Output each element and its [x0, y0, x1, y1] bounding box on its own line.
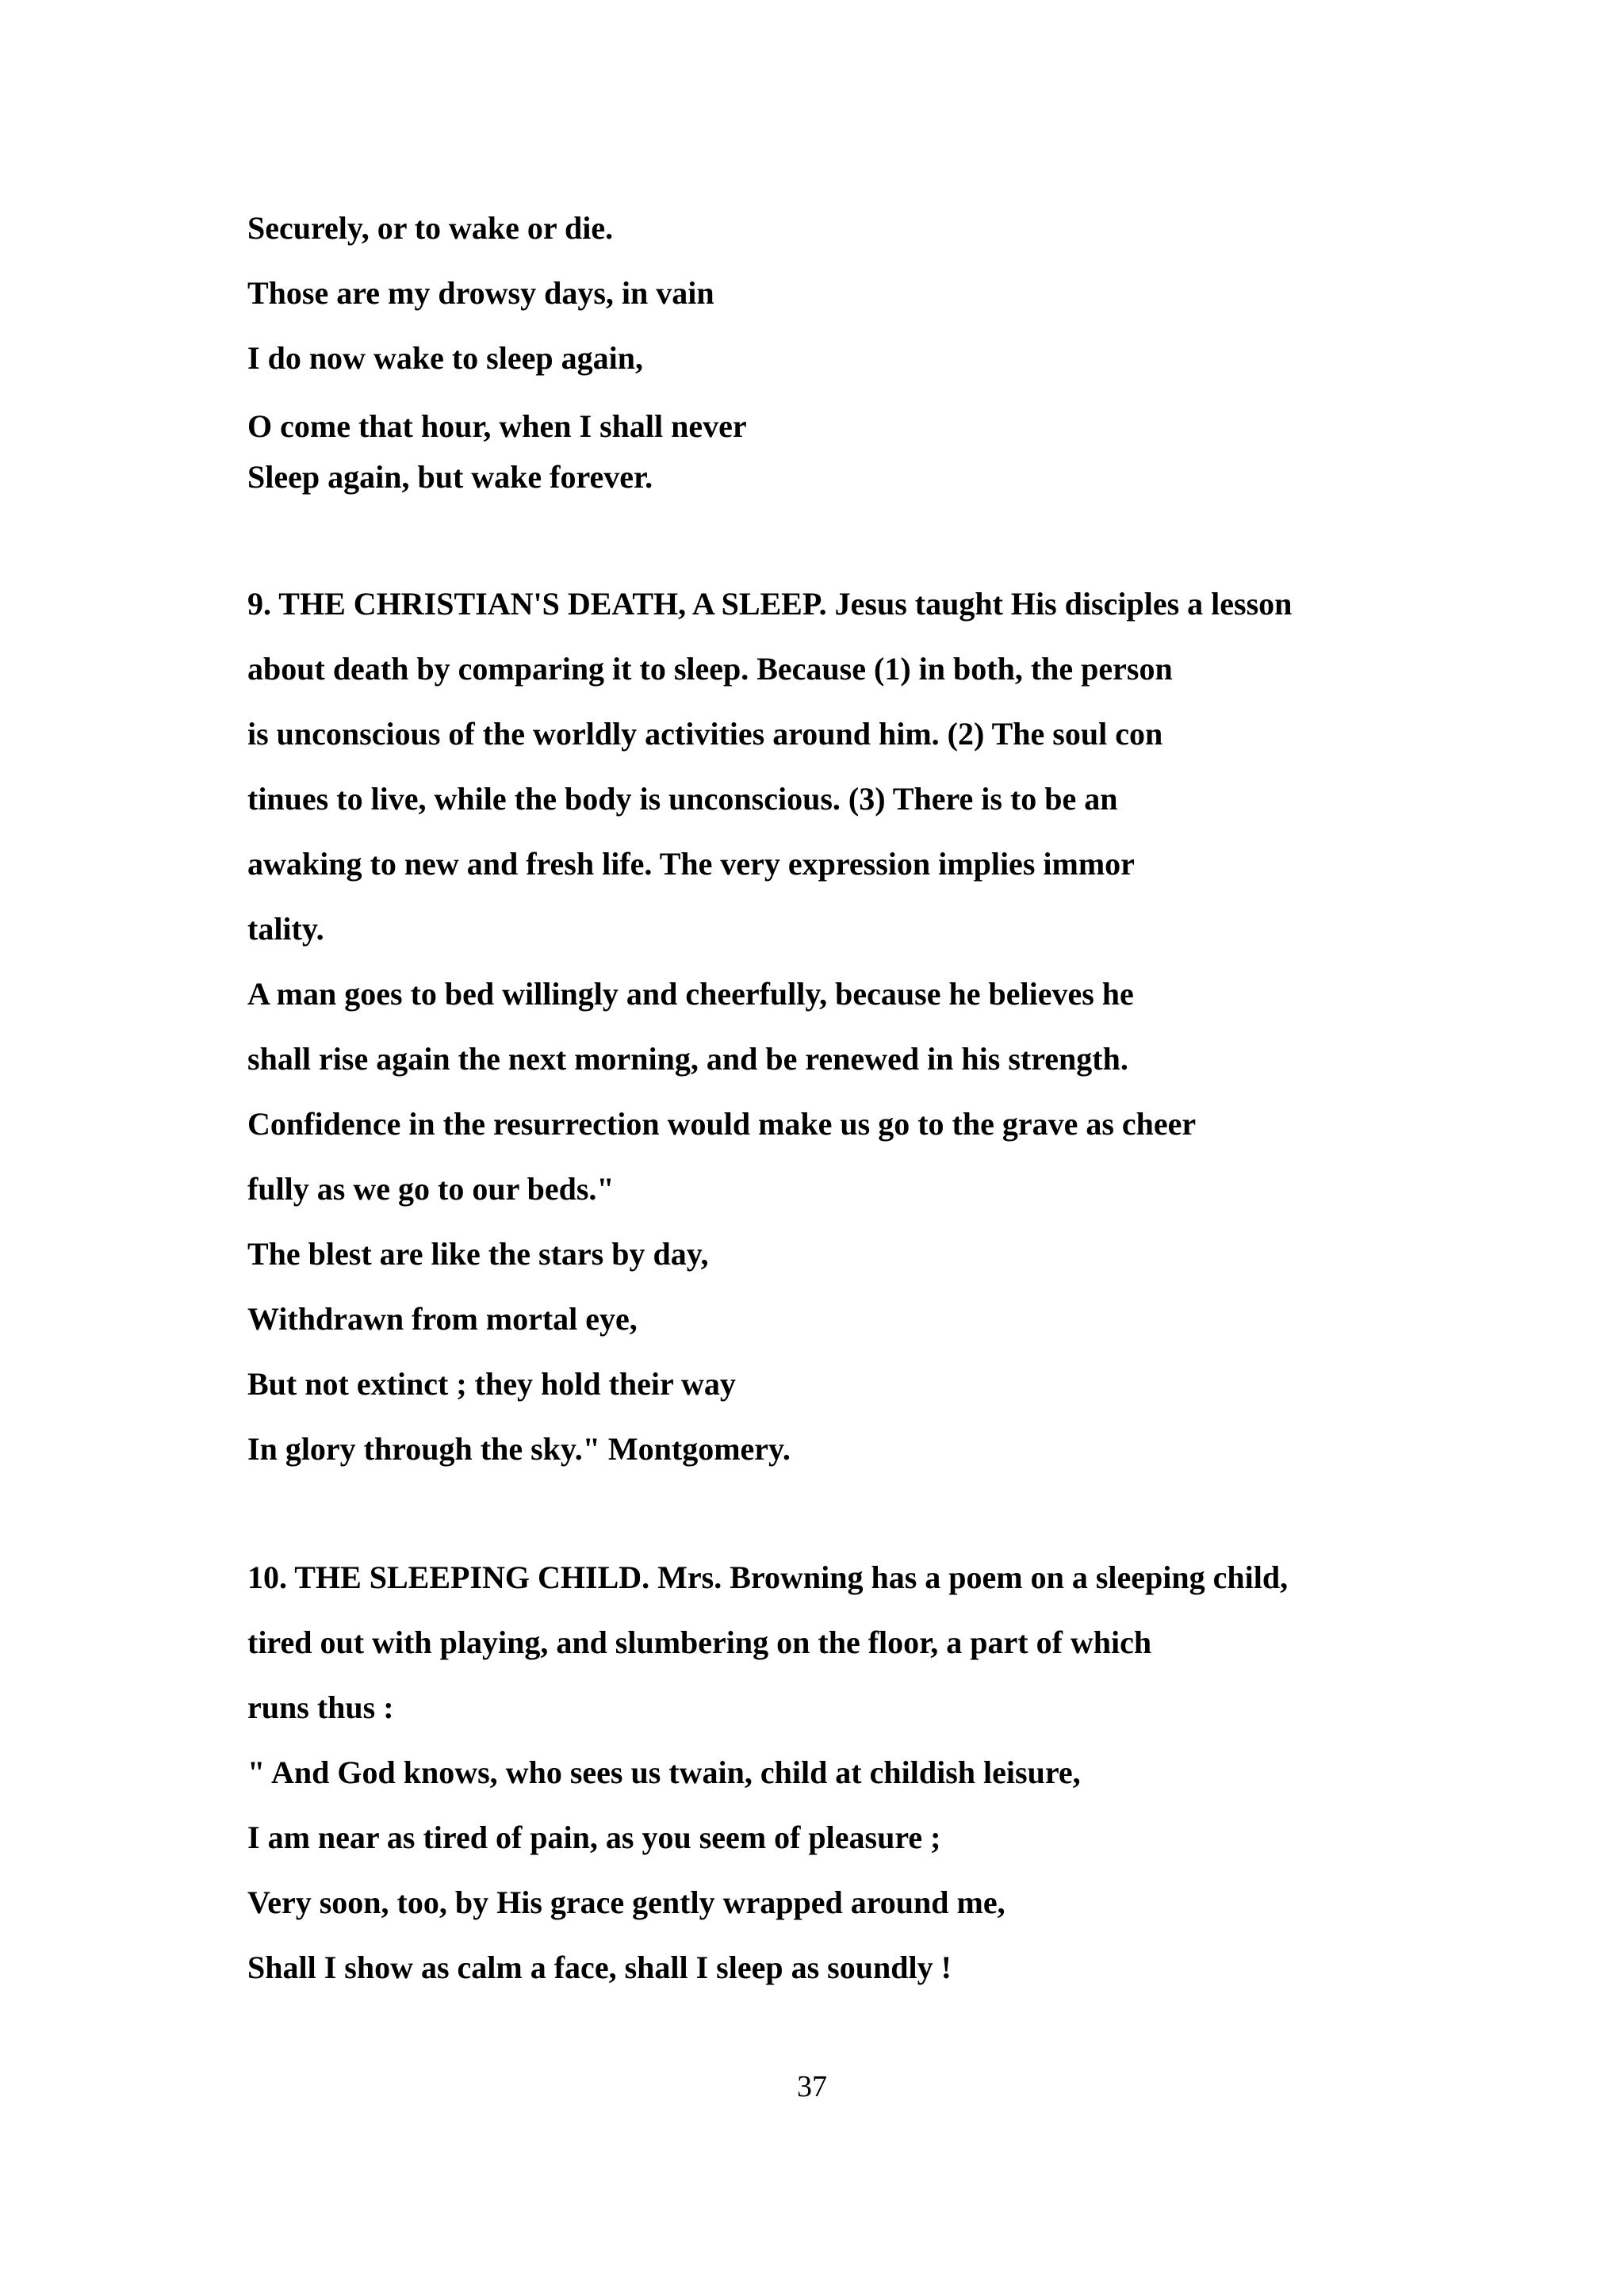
text-line: Shall I show as calm a face, shall I sleep as soundly ! — [247, 1950, 952, 1985]
text-line: " And God knows, who sees us twain, child at childish leisure, — [247, 1755, 1081, 1790]
text-line: In glory through the sky." Montgomery. — [247, 1431, 791, 1467]
text-line: A man goes to bed willingly and cheerfully, because he believes he — [247, 976, 1134, 1012]
text-line: Those are my drowsy days, in vain — [247, 275, 714, 311]
page-number: 37 — [797, 2070, 827, 2103]
text-line: is unconscious of the worldly activities around him. (2) The soul con — [247, 716, 1163, 752]
text-line: Confidence in the resurrection would make us go to the grave as cheer — [247, 1106, 1197, 1142]
text-line: I do now wake to sleep again, — [247, 340, 643, 376]
section-heading-line: 10. THE SLEEPING CHILD. Mrs. Browning has a poem on a sleeping child, — [247, 1559, 1289, 1595]
text-line: O come that hour, when I shall never — [247, 408, 747, 444]
text-line: fully as we go to our beds." — [247, 1171, 615, 1207]
text-line: Securely, or to wake or die. — [247, 210, 614, 246]
text-line: shall rise again the next morning, and be renewed in his strength. — [247, 1041, 1128, 1077]
text-line: I am near as tired of pain, as you seem of pleasure ; — [247, 1820, 941, 1855]
text-line: Sleep again, but wake forever. — [247, 459, 653, 495]
text-line: tality. — [247, 911, 324, 947]
text-line: Withdrawn from mortal eye, — [247, 1301, 638, 1337]
text-line: Very soon, too, by His grace gently wrapped around me, — [247, 1885, 1005, 1920]
text-line: But not extinct ; they hold their way — [247, 1366, 736, 1402]
text-line: about death by comparing it to sleep. Because (1) in both, the person — [247, 651, 1173, 687]
text-line: tired out with playing, and slumbering on the floor, a part of which — [247, 1624, 1152, 1660]
text-line: awaking to new and fresh life. The very expression implies immor — [247, 846, 1135, 882]
text-line: tinues to live, while the body is unconscious. (3) There is to be an — [247, 781, 1118, 817]
text-line: runs thus : — [247, 1689, 394, 1725]
text-line: The blest are like the stars by day, — [247, 1236, 709, 1272]
section-heading-line: 9. THE CHRISTIAN'S DEATH, A SLEEP. Jesus taught His disciples a lesson — [247, 586, 1293, 622]
